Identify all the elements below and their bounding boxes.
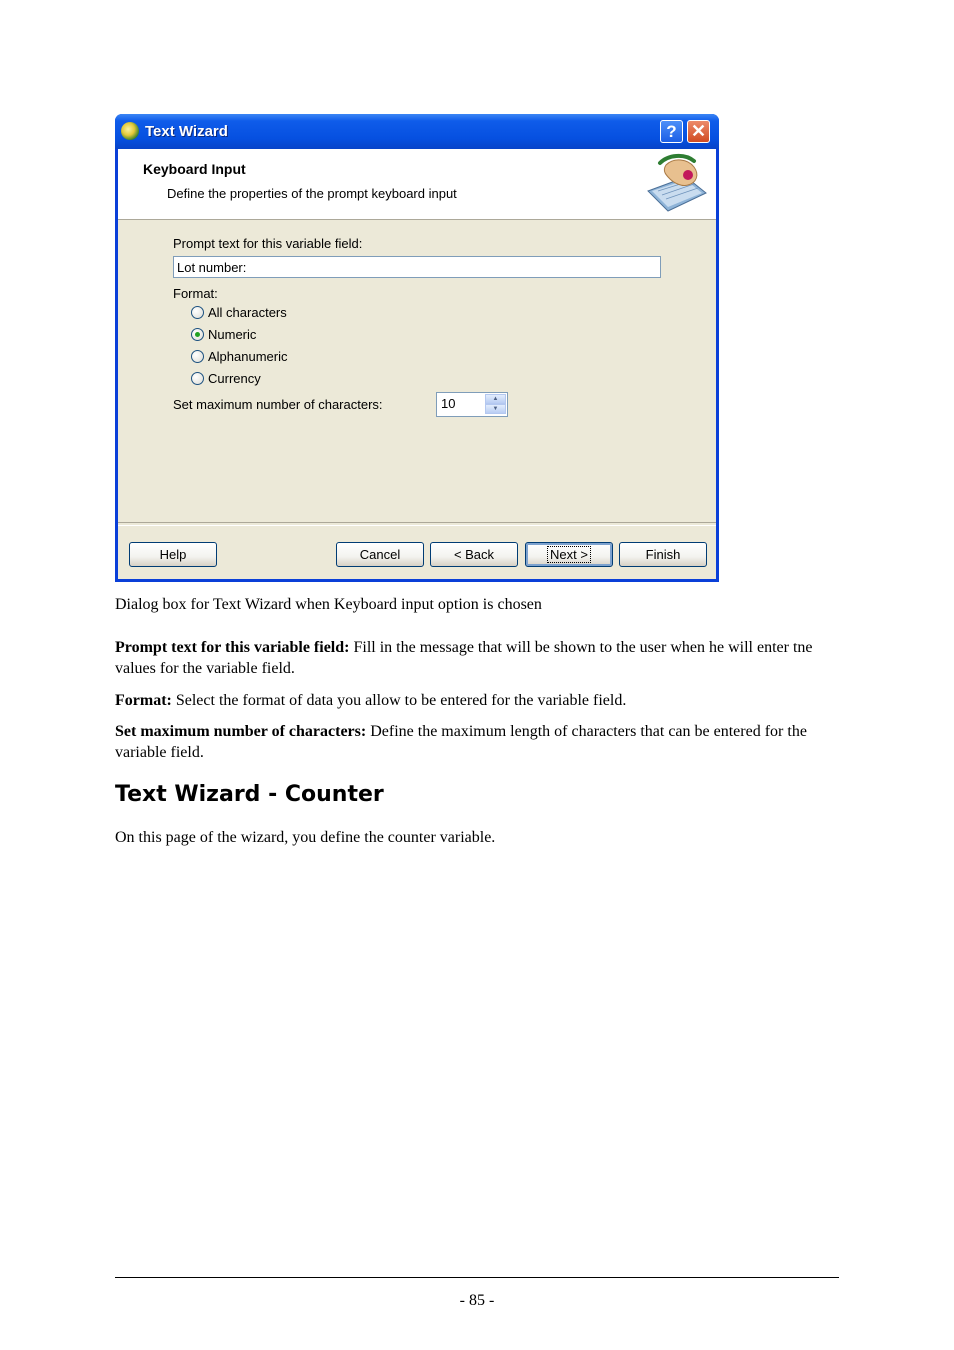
radio-label: Numeric <box>208 326 257 342</box>
radio-label: Alphanumeric <box>208 348 288 364</box>
paragraph-prompt-text <box>115 637 841 679</box>
dialog-client-area <box>118 149 716 579</box>
app-icon <box>121 122 139 140</box>
definition: Fill in the message that will be shown to the user when he will enter tne values for the variable field. <box>115 639 813 677</box>
term: Prompt text for this variable field: <box>115 639 350 656</box>
paragraph-counter-intro: On this page of the wizard, you define the counter variable. <box>115 829 496 846</box>
paragraph-max-characters <box>115 721 841 763</box>
page-number: - 85 - <box>459 1292 495 1309</box>
paragraph-format <box>115 690 841 711</box>
prompt-text-label: Prompt text for this variable field: <box>173 236 363 251</box>
cancel-button[interactable]: Cancel <box>336 542 424 567</box>
title-bar <box>115 114 719 149</box>
term: Set maximum number of characters: <box>115 723 367 740</box>
definition: Select the format of data you allow to be entered for the variable field. <box>171 692 627 709</box>
dialog-title: Text Wizard <box>145 123 228 140</box>
keyboard-hand-icon <box>644 153 710 215</box>
finish-button[interactable]: Finish <box>619 542 707 567</box>
radio-unchecked-icon[interactable] <box>191 306 204 319</box>
max-characters-value[interactable]: 10 <box>441 396 456 411</box>
radio-unchecked-icon[interactable] <box>191 372 204 385</box>
prompt-text-input[interactable] <box>173 256 661 278</box>
max-characters-label: Set maximum number of characters: <box>173 397 383 412</box>
term: Format: <box>115 692 172 709</box>
format-radio-all-characters[interactable] <box>191 303 287 321</box>
radio-label: Currency <box>208 370 261 386</box>
figure-caption: Dialog box for Text Wizard when Keyboard input option is chosen <box>115 596 542 613</box>
radio-label: All characters <box>208 304 287 320</box>
spin-up-icon[interactable]: ▲ <box>485 394 506 404</box>
stepper-buttons <box>485 394 506 415</box>
section-heading: Text Wizard - Counter <box>115 782 384 807</box>
format-radio-currency[interactable] <box>191 369 261 387</box>
close-button[interactable]: ✕ <box>687 120 710 143</box>
next-button[interactable] <box>525 542 613 567</box>
definition: Define the maximum length of characters that can be entered for the variable field. <box>115 723 807 761</box>
wizard-header <box>118 149 716 220</box>
max-characters-stepper[interactable] <box>436 392 508 417</box>
header-title: Keyboard Input <box>143 161 246 177</box>
spin-down-icon[interactable]: ▼ <box>485 404 506 414</box>
back-button[interactable]: < Back <box>430 542 518 567</box>
help-title-button[interactable]: ? <box>660 120 683 143</box>
next-button-label: Next > <box>550 547 588 562</box>
format-radio-alphanumeric[interactable] <box>191 347 288 365</box>
radio-checked-icon[interactable] <box>191 328 204 341</box>
header-subtitle: Define the properties of the prompt keyboard input <box>167 186 457 201</box>
text-wizard-dialog <box>115 114 719 582</box>
radio-unchecked-icon[interactable] <box>191 350 204 363</box>
format-label: Format: <box>173 286 218 301</box>
format-radio-numeric[interactable] <box>191 325 256 343</box>
footer-divider <box>115 1277 839 1278</box>
help-button[interactable]: Help <box>129 542 217 567</box>
button-separator <box>118 522 716 526</box>
